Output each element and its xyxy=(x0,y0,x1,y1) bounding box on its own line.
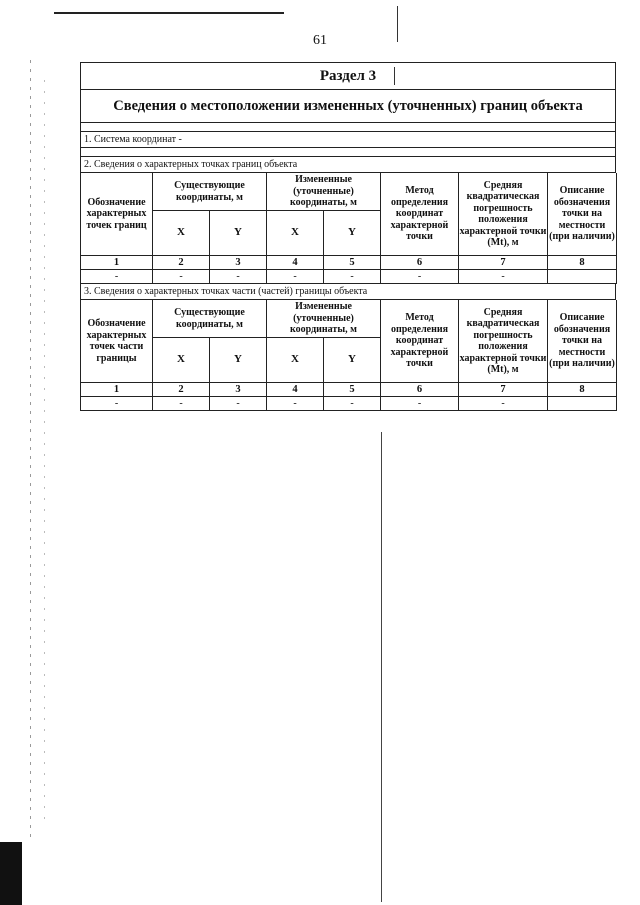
table-cell: - xyxy=(267,397,324,411)
section-title xyxy=(81,63,615,90)
table-cell: - xyxy=(153,397,210,411)
column-number: 8 xyxy=(548,256,617,270)
column-number: 2 xyxy=(153,256,210,270)
column-number: 5 xyxy=(324,383,381,397)
column-number: 4 xyxy=(267,383,324,397)
table-row xyxy=(81,270,617,284)
col-y: Y xyxy=(210,211,267,256)
section-title-text: Раздел 3 xyxy=(319,68,377,84)
block3-title: 3. Сведения о характерных точках части (частей) границы объекта xyxy=(81,284,615,300)
col-changed-coords: Измененные (уточненные) координаты, м xyxy=(267,300,381,338)
table-cell: - xyxy=(210,397,267,411)
points-table xyxy=(80,173,617,284)
col-point-designation: Обозначение характерных точек границ xyxy=(81,173,153,256)
column-number: 7 xyxy=(459,383,548,397)
column-number: 1 xyxy=(81,256,153,270)
col-error: Средняя квадратическая погрешность положения характерной точки (Mt), м xyxy=(459,173,548,256)
col-x: X xyxy=(267,211,324,256)
column-number: 8 xyxy=(548,383,617,397)
table-cell: - xyxy=(81,270,153,284)
column-number: 1 xyxy=(81,383,153,397)
document-form xyxy=(80,62,616,411)
col-point-designation: Обозначение характерных точек части границы xyxy=(81,300,153,383)
scan-artifact-line xyxy=(394,67,395,85)
table-row xyxy=(81,397,617,411)
page-number: 61 xyxy=(313,33,327,48)
col-error: Средняя квадратическая погрешность положения характерной точки (Mt), м xyxy=(459,300,548,383)
column-number: 6 xyxy=(381,256,459,270)
col-description: Описание обозначения точки на местности (при наличии) xyxy=(548,173,617,256)
column-number: 2 xyxy=(153,383,210,397)
scan-artifact-line xyxy=(381,432,382,902)
column-number: 3 xyxy=(210,256,267,270)
scan-artifact-edge xyxy=(44,80,45,820)
section-heading: Сведения о местоположении измененных (уточненных) границ объекта xyxy=(81,90,615,123)
col-description: Описание обозначения точки на местности (при наличии) xyxy=(548,300,617,383)
col-x: X xyxy=(153,338,210,383)
col-existing-coords: Существующие координаты, м xyxy=(153,300,267,338)
column-number: 4 xyxy=(267,256,324,270)
column-number: 5 xyxy=(324,256,381,270)
col-x: X xyxy=(267,338,324,383)
spacer-row xyxy=(81,148,615,157)
scan-artifact-line xyxy=(54,12,284,14)
col-method: Метод определения координат характерной точки xyxy=(381,173,459,256)
table-cell: - xyxy=(459,397,548,411)
table-cell xyxy=(548,397,617,411)
column-number: 7 xyxy=(459,256,548,270)
block2-title: 2. Сведения о характерных точках границ объекта xyxy=(81,157,615,173)
table-cell: - xyxy=(381,397,459,411)
table-cell: - xyxy=(324,397,381,411)
table-cell: - xyxy=(459,270,548,284)
column-numbers-row xyxy=(81,256,617,270)
scan-artifact-corner xyxy=(0,842,22,905)
table-cell: - xyxy=(381,270,459,284)
coord-system-row: 1. Система координат - xyxy=(81,132,615,148)
spacer-row xyxy=(81,123,615,132)
col-y: Y xyxy=(324,338,381,383)
table-cell xyxy=(548,270,617,284)
col-y: Y xyxy=(210,338,267,383)
table-cell: - xyxy=(324,270,381,284)
col-x: X xyxy=(153,211,210,256)
col-existing-coords: Существующие координаты, м xyxy=(153,173,267,211)
table-cell: - xyxy=(81,397,153,411)
column-number: 6 xyxy=(381,383,459,397)
table-cell: - xyxy=(210,270,267,284)
scan-artifact-edge xyxy=(30,60,31,840)
part-points-table xyxy=(80,300,617,411)
block3-frame xyxy=(80,284,616,300)
table-cell: - xyxy=(153,270,210,284)
column-numbers-row xyxy=(81,383,617,397)
table-cell: - xyxy=(267,270,324,284)
col-method: Метод определения координат характерной точки xyxy=(381,300,459,383)
col-y: Y xyxy=(324,211,381,256)
column-number: 3 xyxy=(210,383,267,397)
col-changed-coords: Измененные (уточненные) координаты, м xyxy=(267,173,381,211)
form-frame xyxy=(80,62,616,173)
